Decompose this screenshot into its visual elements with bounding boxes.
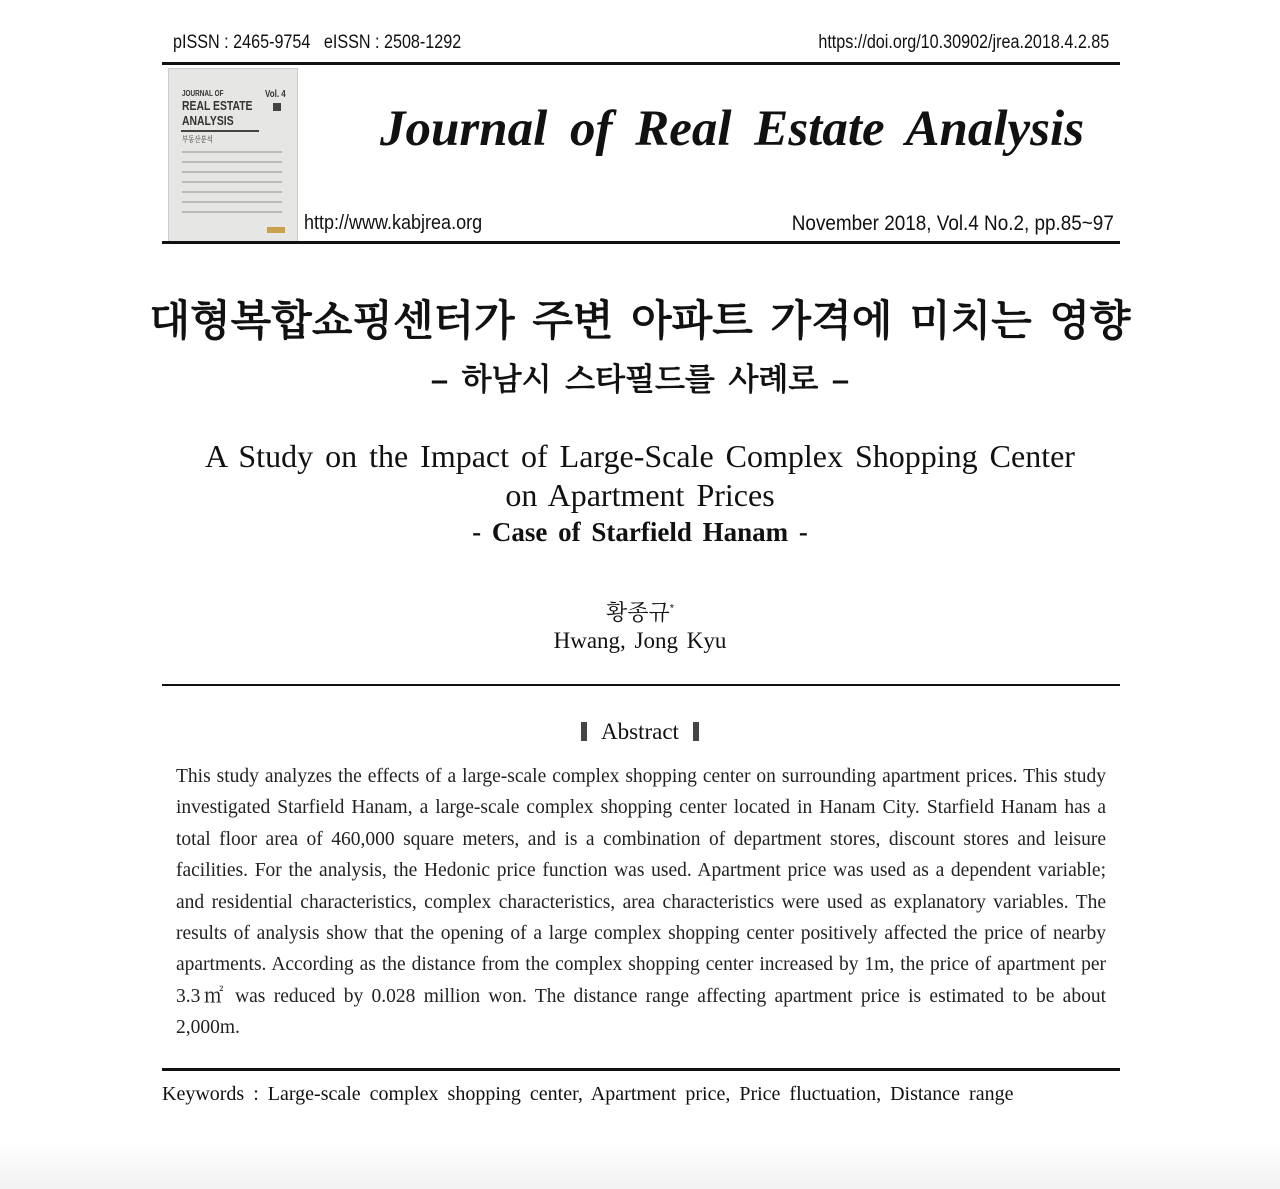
issn-line: [173, 32, 461, 54]
keywords-rule: [162, 1068, 1120, 1071]
english-title-line2: on Apartment Prices: [505, 477, 775, 513]
keywords-list: Large-scale complex shopping center, Apartment price, Price fluctuation, Distance range: [267, 1083, 1014, 1105]
journal-cover-image: JOURNAL OF REAL ESTATE ANALYSIS Vol. 4 부동산분석: [168, 68, 298, 243]
author-english: Hwang, Jong Kyu: [553, 628, 727, 653]
korean-subtitle: – 하남시 스타필드를 사례로 –: [430, 362, 850, 397]
page-bottom-shadow: [0, 1140, 1280, 1189]
doi-link[interactable]: https://doi.org/10.30902/jrea.2018.4.2.85: [818, 32, 1109, 53]
author-korean: [0, 596, 1280, 627]
english-title-line1: A Study on the Impact of Large-Scale Complex Shopping Center: [205, 438, 1075, 474]
abstract-heading: Abstract: [601, 719, 679, 744]
english-subtitle: - Case of Starfield Hanam -: [472, 517, 808, 547]
korean-title: 대형복합쇼핑센터가 주변 아파트 가격에 미치는 영향: [149, 297, 1131, 344]
issue-info: November 2018, Vol.4 No.2, pp.85~97: [791, 212, 1114, 235]
journal-name: Journal of Real Estate Analysis: [380, 101, 1085, 157]
author-korean-name: 황종규: [605, 600, 670, 625]
keywords-label: Keywords: [162, 1083, 245, 1105]
abstract-heading-wrap: [0, 719, 1280, 745]
keywords-line: Keywords : Large-scale complex shopping center, Apartment price, Price fluctuation, Distance range: [162, 1083, 1014, 1105]
abstract-top-rule: [162, 684, 1120, 686]
abstract-body: This study analyzes the effects of a large-scale complex shopping center on surrounding apartment prices. This study investigated Starfield Hanam, a large-scale complex shopping center located in Hanam City. Starfield Hanam has a total floor area of 460,000 square meters, and is a combination of department stores, discount stores and leisure facilities. For the analysis, the Hedonic price function was used. Apartment price was used as a dependent variable; and residential characteristics, complex characteristics, area characteristics were used as explanatory variables. The results of analysis show that the opening of a large complex shopping center positively affected the price of nearby apartments. According as the distance from the complex shopping center increased by 1m, the price of apartment per 3.3㎡ was reduced by 0.028 million won. The distance range affecting apartment price is estimated to be about 2,000m.: [176, 766, 1106, 1039]
author-footnote-mark: *: [669, 602, 675, 615]
heading-bar-right: [693, 722, 699, 741]
heading-bar-left: [581, 722, 587, 741]
journal-url[interactable]: http://www.kabjrea.org: [304, 212, 483, 234]
header-rule: [162, 62, 1120, 65]
eissn: eISSN : 2508-1292: [323, 32, 462, 53]
pissn: pISSN : 2465-9754: [173, 32, 311, 53]
masthead-rule: [162, 241, 1120, 244]
